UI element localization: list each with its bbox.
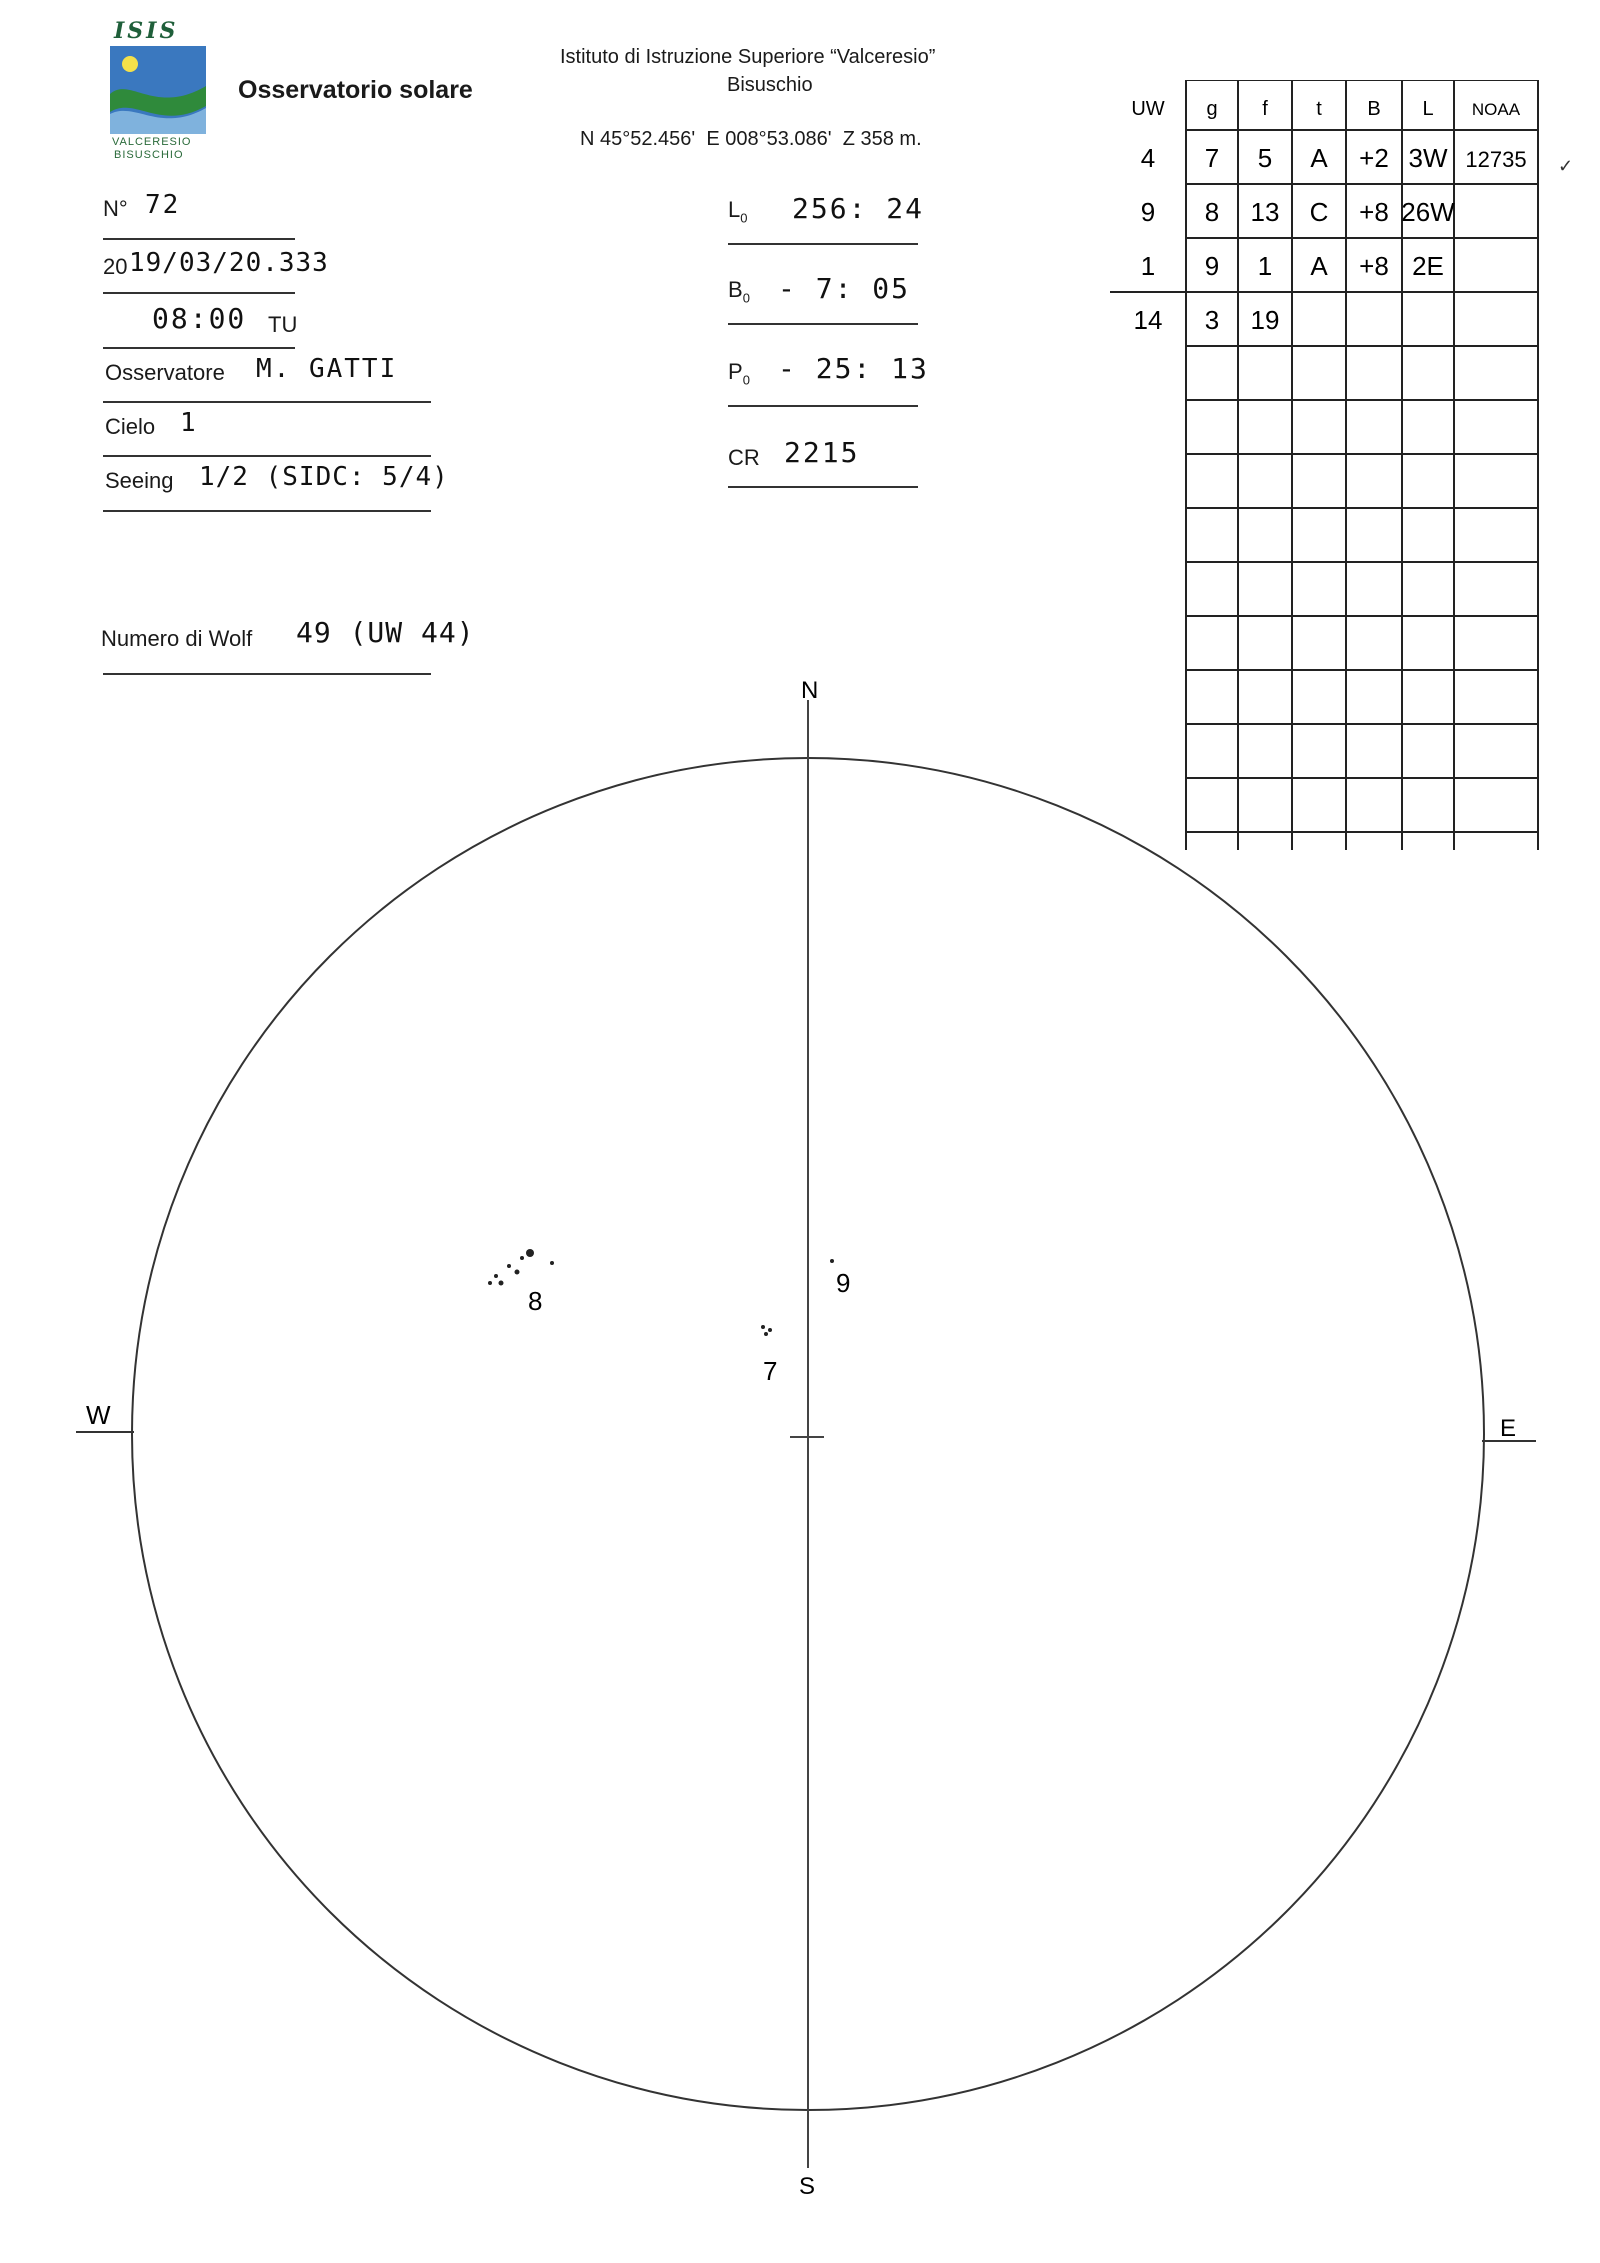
sunspot <box>488 1281 492 1285</box>
table-cell: +2 <box>1359 143 1389 173</box>
table-header-b: B <box>1367 98 1381 120</box>
table-cell: 4 <box>1140 143 1156 173</box>
table-cell: 1 <box>1140 251 1156 281</box>
b0-label: $B_0$ <box>728 277 750 306</box>
number-rule <box>103 238 295 240</box>
sunspot-group-7 <box>761 1325 772 1336</box>
wolf-label: Numero di Wolf <box>101 626 253 651</box>
cr-value: 2215 <box>784 436 860 469</box>
date-rule <box>103 292 295 294</box>
time-value: 08:00 <box>152 302 247 335</box>
table-cell: C <box>1309 197 1329 227</box>
institute-town: Bisuschio <box>727 74 813 96</box>
table-cell: 14 <box>1133 305 1163 335</box>
observatory-title: Osservatorio solare <box>238 76 473 104</box>
table-cell: A <box>1310 143 1328 173</box>
table-cell: 3 <box>1204 305 1220 335</box>
institute-name: Istituto di Istruzione Superiore “Valceresio” <box>560 46 936 68</box>
table-cell: 3W <box>1408 143 1448 173</box>
solar-disk-drawing <box>0 660 1600 2220</box>
table-header-uw: UW <box>1131 98 1165 120</box>
table-cell: 8 <box>1204 197 1220 227</box>
table-cell: 5 <box>1257 143 1273 173</box>
l0-value: 256: 24 <box>792 192 925 225</box>
table-header-t: t <box>1316 98 1322 120</box>
sunspot <box>499 1281 504 1286</box>
group-label-9: 9 <box>836 1268 851 1298</box>
sunspot-group-8 <box>488 1249 554 1286</box>
table-cell: 26W <box>1401 197 1455 227</box>
logo-wordmark: ISIS <box>114 18 179 44</box>
south-label: S <box>799 2173 816 2200</box>
table-cell: 2E <box>1412 251 1444 281</box>
table-cell: 7 <box>1204 143 1220 173</box>
time-rule <box>103 347 295 349</box>
sunspot <box>830 1259 834 1263</box>
sky-value: 1 <box>180 408 198 438</box>
isis-logo <box>108 18 213 161</box>
sunspot <box>768 1328 772 1332</box>
p0-rule <box>728 405 918 407</box>
seeing-rule <box>103 510 431 512</box>
number-value: 72 <box>145 190 181 220</box>
east-label: E <box>1500 1415 1517 1442</box>
seeing-value: 1/2 (SIDC: 5/4) <box>199 462 449 492</box>
logo-image <box>110 46 206 134</box>
logo-caption-1: VALCERESIO <box>112 136 192 148</box>
p0-label: $P_0$ <box>728 359 750 388</box>
date-value: 19/03/20.333 <box>129 248 329 278</box>
date-prefix: 20 <box>103 254 128 279</box>
time-unit: TU <box>268 312 298 337</box>
observatory-coordinates: N 45°52.456' E 008°53.086' Z 358 m. <box>580 128 922 150</box>
table-cell: 19 <box>1250 305 1280 335</box>
sunspot <box>494 1274 498 1278</box>
sunspot <box>507 1264 511 1268</box>
check-mark-icon: ✓ <box>1558 156 1574 176</box>
table-cell: 13 <box>1250 197 1280 227</box>
north-label: N <box>801 677 819 704</box>
sunspot <box>520 1256 524 1260</box>
table-header-f: f <box>1262 98 1268 120</box>
seeing-label: Seeing <box>105 468 174 493</box>
p0-value: - 25: 13 <box>778 352 929 385</box>
group-label-8: 8 <box>528 1286 543 1316</box>
observer-rule <box>103 401 431 403</box>
sunspot <box>515 1270 520 1275</box>
b0-value: - 7: 05 <box>778 272 911 305</box>
l0-rule <box>728 243 918 245</box>
table-cell: 12735 <box>1465 147 1527 172</box>
table-cell: A <box>1310 251 1328 281</box>
sky-rule <box>103 455 431 457</box>
sunspot <box>550 1261 554 1265</box>
table-header-noaa: NOAA <box>1471 100 1521 119</box>
logo-graphic <box>110 46 206 134</box>
table-header-l: L <box>1422 98 1434 120</box>
l0-label: $L_0$ <box>728 197 748 226</box>
cr-rule <box>728 486 918 488</box>
group-label-7: 7 <box>763 1356 778 1386</box>
table-text <box>1131 98 1526 335</box>
table-cell: 9 <box>1204 251 1220 281</box>
sunspot-group-9 <box>830 1259 834 1263</box>
table-cell: +8 <box>1359 197 1389 227</box>
west-label: W <box>86 1400 111 1430</box>
cr-label: CR <box>728 445 760 470</box>
number-label: N° <box>103 196 128 221</box>
observer-value: M. GATTI <box>256 354 398 384</box>
sunspot <box>526 1249 534 1257</box>
table-cell: +8 <box>1359 251 1389 281</box>
observer-label: Osservatore <box>105 360 225 385</box>
sunspot <box>761 1325 765 1329</box>
b0-rule <box>728 323 918 325</box>
sky-label: Cielo <box>105 414 156 439</box>
logo-caption-2: BISUSCHIO <box>114 149 184 161</box>
table-header-g: g <box>1206 98 1218 120</box>
table-cell: 9 <box>1140 197 1156 227</box>
table-cell: 1 <box>1257 251 1273 281</box>
sunspot <box>764 1332 768 1336</box>
wolf-value: 49 (UW 44) <box>296 616 475 649</box>
